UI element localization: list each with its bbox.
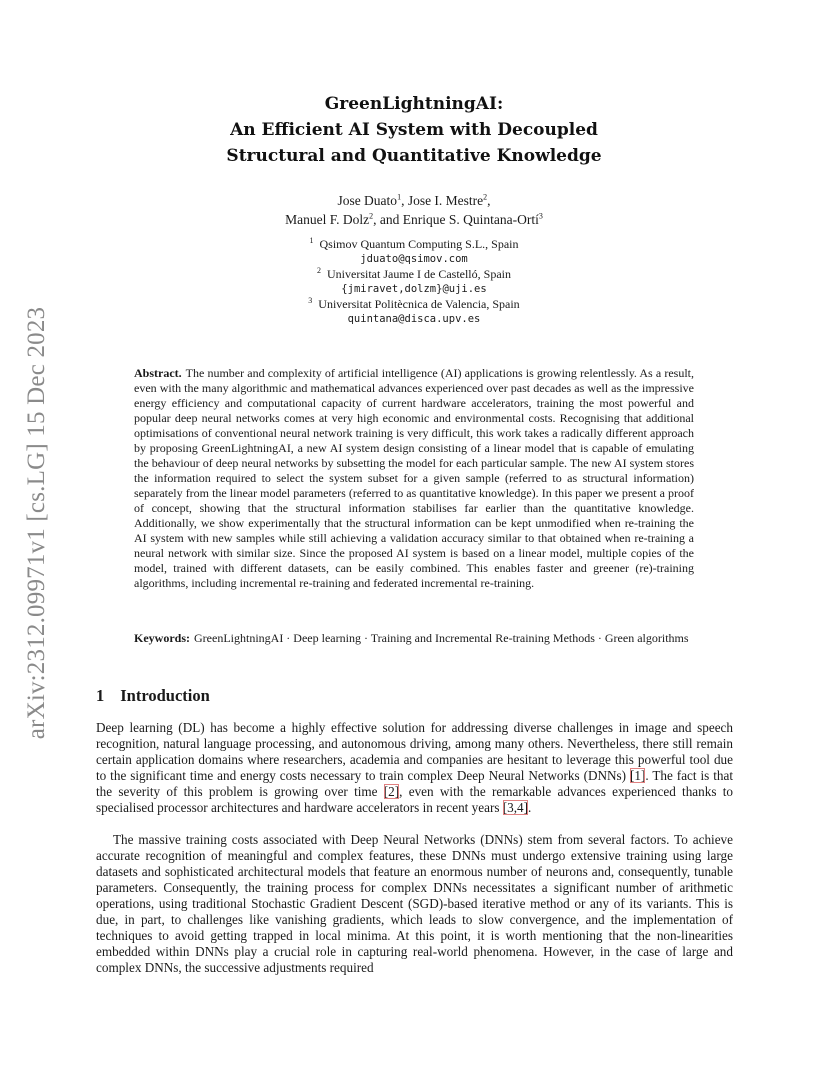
title-line-1: GreenLightningAI: [324, 94, 504, 114]
citation-link[interactable]: [1] [630, 768, 646, 783]
affiliation-mark: 2 [317, 266, 322, 275]
citation-link[interactable]: [2] [383, 784, 400, 799]
affiliation-email: quintana@disca.upv.es [347, 313, 481, 325]
author-affil-mark: 1 [397, 192, 402, 202]
affiliation-email: jduato@qsimov.com [360, 253, 468, 265]
affiliation-mark: 1 [309, 236, 314, 245]
affiliation-text: Universitat Jaume I de Castelló, Spain [327, 267, 511, 281]
paragraph-text: , even with the remarkable advances experienced thanks to specialised processor architectures and hardware accelerators in recent years [96, 784, 733, 815]
paper-title [0, 91, 828, 169]
intro-paragraph-1 [96, 720, 733, 816]
arxiv-sidebar-stamp [22, 286, 52, 760]
abstract-text: The number and complexity of artificial intelligence (AI) applications is growing relentlessly. As a result, even with the many algorithmic and mathematical advances experienced over past decades as well as the impressive energy efficiency and computational capacity of current hardware accelerators, training the most powerful and popular deep neural networks comes at very high economic and environmental costs. Recognising that additional optimisations of conventional neural network training is very difficult, this work takes a radically different approach by proposing GreenLightningAI, a new AI system design consisting of a linear model that is capable of emulating the behaviour of deep neural networks by subsetting the model for each particular sample. The new AI system stores the information required to select the system subset for a given sample (referred to as structural information) separately from the linear model parameters (referred to as quantitative knowledge). In this paper we present a proof of concept, showing that the structural information stabilises far earlier than the quantitative knowledge. Additionally, we show experimentally that the structural information can be kept unmodified when re-training the AI system with new samples while still achieving a validation accuracy similar to that obtained when re-training a neural network with similar size. Since the proposed AI system is based on a linear model, multiple copies of the model, trained with different datasets, can be easily combined. This enables faster and greener (re)-training algorithms, including incremental re-training and federated incremental re-training. [134, 366, 694, 590]
keywords [134, 631, 694, 646]
affiliation-list [0, 237, 828, 327]
affiliation-name [0, 267, 828, 282]
arxiv-id: arXiv:2312.09971v1 [cs.LG] 15 Dec 2023 [23, 306, 50, 740]
abstract [134, 366, 694, 591]
author-name: Jose Duato [337, 193, 398, 208]
title-line-2: An Efficient AI System with Decoupled [230, 120, 598, 140]
author-name: Jose I. Mestre [407, 193, 484, 208]
abstract-label: Abstract. [134, 366, 182, 380]
author-affil-mark: 2 [483, 192, 488, 202]
keywords-label: Keywords: [134, 631, 190, 645]
author-name: Enrique S. Quintana-Ortí [402, 212, 539, 227]
affiliation-text: Qsimov Quantum Computing S.L., Spain [319, 237, 519, 251]
paragraph-text: . [528, 800, 532, 815]
author-list: Jose Duato$^1$, Jose I. Mestre$^2$, Manuel F. Dolz$^2$, and Enrique S. Quintana-Ortí$^3$ [285, 192, 543, 227]
citation-link[interactable]: [3,4] [502, 800, 529, 815]
paragraph-text: . The fact is that the severity of this problem is growing over time [96, 768, 733, 799]
title-line-3: Structural and Quantitative Knowledge [226, 146, 602, 166]
intro-paragraph-2: The massive training costs associated with Deep Neural Networks (DNNs) stem from several factors. To achieve accurate recognition of meaningful and complex features, these DNNs must undergo extensive training using large datasets and sophisticated architectural models that feature an enormous number of neurons and, consequently, tunable parameters. Consequently, the training process for complex DNNs necessitates a significant number of arithmetic operations, using traditional Stochastic Gradient Descent (SGD)-based iterative method or any of its variants. This is due, in part, to challenges like vanishing gradients, which leads to slow convergence, and the implementation of techniques to avoid getting trapped in local minima. At this point, it is worth mentioning that the non-linearities embedded within DNNs play a crucial role in capturing real-world phenomena. However, in the case of large and complex DNNs, the successive adjustments required [96, 832, 733, 975]
section-heading [96, 686, 210, 706]
keywords-text: GreenLightningAI · Deep learning · Training and Incremental Re-training Methods · Green algorithms [194, 631, 689, 645]
section-number: 1 [96, 686, 105, 705]
section-title: Introduction [120, 686, 210, 705]
affiliation-email: {jmiravet,dolzm}@uji.es [341, 283, 487, 295]
paragraph-text: Deep learning (DL) has become a highly effective solution for addressing diverse challenges in image and speech recognition, natural language processing, and autonomous driving, among many others. Nevertheless, there still remain certain application domains where researchers, academia and companies are hesitant to leverage this powerful tool due to the significant time and energy costs necessary to train complex Deep Neural Networks (DNNs) [96, 720, 733, 783]
author-name: Manuel F. Dolz [285, 212, 370, 227]
affiliation-name [0, 297, 828, 312]
affiliation-mark: 3 [308, 296, 313, 305]
affiliation-text: Universitat Politècnica de Valencia, Spain [318, 297, 520, 311]
author-affil-mark: 3 [538, 211, 543, 221]
author-affil-mark: 2 [369, 211, 374, 221]
affiliation-name [0, 237, 828, 252]
author-conjunction: and [379, 212, 400, 227]
